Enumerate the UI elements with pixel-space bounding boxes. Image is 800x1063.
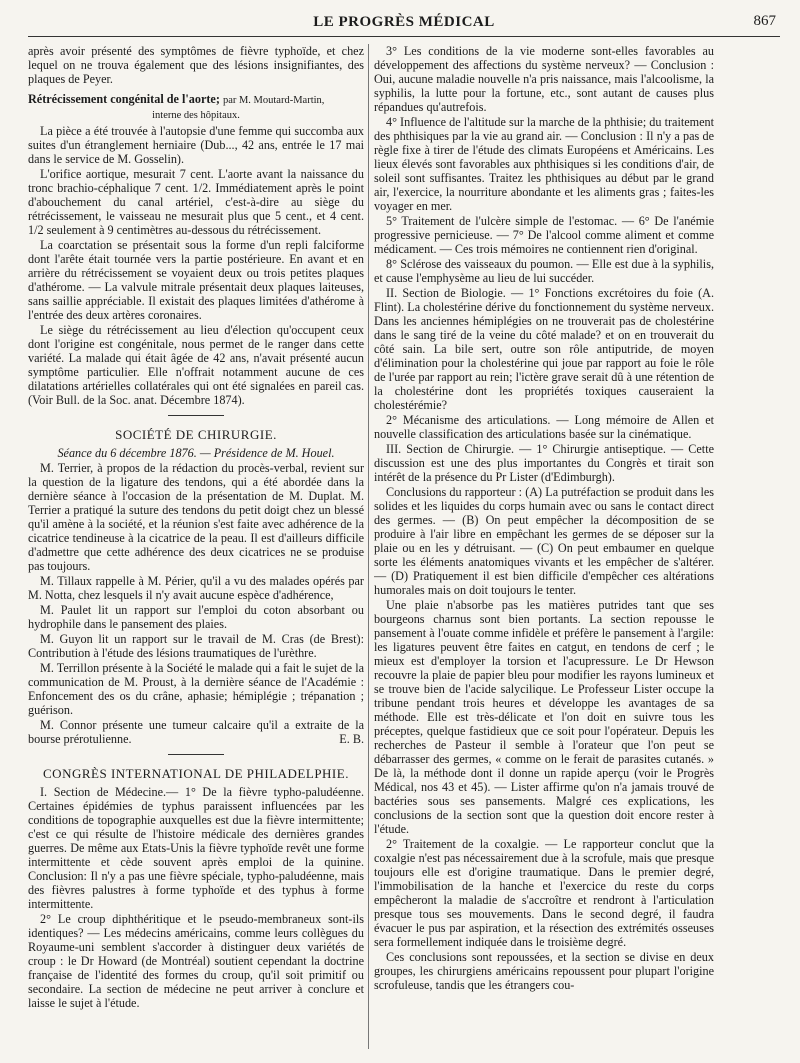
section-rule [168,415,224,416]
right-column [374,44,714,1054]
paragraph: Ces conclusions sont repoussées, et la section se divise en deux groupes, les chirurgiens américains repoussent pour plupart l'origine scrofuleuse, tandis que les étrangers cou- [374,950,714,992]
paragraph: 3° Les conditions de la vie moderne sont-elles favorables au développement des affections du système nerveux? — Conclusion : Oui, aucune maladie nouvelle n'a pris naissance, mais l'alcoolisme, la syphilis, la lutte pour la fortune, etc., sont autant de causes plus répandues qu'autrefois. [374,44,714,114]
paragraph: L'orifice aortique, mesurait 7 cent. L'aorte avant la naissance du tronc brachio-céphalique 7 cent. 1/2. Immédiatement après le point d'abouchement du canal artériel, c'est-à-dire au siège du rétrécissement, le vaisseau ne mesurait plus que 5 cent., et 4 cent. 1/2 seulement à 9 centimètres au-dessous du rétrécissement. [28,167,364,237]
left-column [28,44,364,1054]
paragraph: II. Section de Biologie. — 1° Fonctions excrétoires du foie (A. Flint). La cholestérine dérive du fonctionnement du système nerveux. Dans les anciennes hémiplégies on ne trouverait pas de cholestérine dans le sang tiré de la veine du côté malade? et on en trouverait du côté sain. La bile sert, outre son rôle antiputride, de moyen d'élimination pour la cholestérine qui joue par rapport au foie le rôle de l'urée par rapport au rein; l'ictère grave serait dû à une rétention de la cholestérine dont les propriétés toxiques causeraient la cholestérémie? [374,286,714,412]
paragraph: Conclusions du rapporteur : (A) La putréfaction se produit dans les solides et les liquides du corps humain avec ou sans le contact direct des germes. — (B) On peut empêcher la décomposition de se produire à l'air libre en empêchant les germes de se déposer sur la plaie ou en les y détruisant. — (C) On peut embaumer en quelque sorte les éléments anatomiques vivants et les empêcher de s'altérer. — (D) Pratiquement il est bien difficile d'empêcher ces altérations humorales mais on doit toujours le tenter. [374,485,714,597]
section-rule [168,754,224,755]
section-title-chirurgie: SOCIÉTÉ DE CHIRURGIE. [115,427,277,442]
article-author: par M. Moutard-Martin, [222,95,325,106]
article-title: Rétrécissement congénital de l'aorte; [28,92,220,106]
article-author-role: interne des hôpitaux. [152,110,240,121]
paragraph: Une plaie n'absorbe pas les matières putrides tant que ses bourgeons charnus sont bien portants. La section repousse le pansement à l'ouate comme infidèle et préfère le pansement à l'argile: les ligatures peuvent être faites en catgut, en tendons de cerf ; le mieux est d'employer la torsion et l'acupressure. Le Dr Hewson recouvre la plaie de papier bleu pour modifier les rayons lumineux et se trouve bien de l'acide salycilique. Le Professeur Lister occupe la tribune pendant trois heures et développe les avantages de sa méthode. Elle est très-délicate et l'on doit en suivre tous les préceptes, quelque fastidieux que ce soit pour l'opérateur. Depuis les recherches de Pasteur il semble à l'orateur que l'on peut se débarrasser des germes, « comme on le ferait de parasites cutanés. » De là, la méthode dont il donne un rapide aperçu (voir le Progrès Médical, nos 43 et 45). — Lister affirme qu'on n'a jamais trouvé de bactéries sous ses pansements. Malgré ces explications, les conclusions de la section sont que la question doit encore rester à l'étude. [374,598,714,836]
section-title-philadelphie: CONGRÈS INTERNATIONAL DE PHILADELPHIE. [43,766,349,781]
paragraph: M. Terrier, à propos de la rédaction du procès-verbal, revient sur la question de la ligature des tendons, qui a été abordée dans la dernière séance à l'occasion de la présentation de M. Duplat. M. Terrier a pratiqué la suture des tendons du petit doigt chez un blessé qu'il amène à la société, et la réunion s'est faite avec adhérence de la cicatrice tendineuse à la cicatrice de la peau. Il est d'ailleurs difficile d'admettre que cette adhérence des deux cicatrices ne se produise pas toujours. [28,461,364,573]
session-line: Séance du 6 décembre 1876. — Présidence de M. Houel. [57,446,335,460]
paragraph: M. Terrillon présente à la Société le malade qui a fait le sujet de la communication de M. Proust, à la dernière séance de l'Académie : Enfoncement des os du crâne, aphasie; hémiplégie ; trépanation ; guérison. [28,661,364,717]
paragraph: M. Paulet lit un rapport sur l'emploi du coton absorbant ou hydrophile dans le pansement des plaies. [28,603,364,631]
paragraph-text: M. Connor présente une tumeur calcaire qu'il a extraite de la bourse prérotulienne. [28,718,364,746]
paragraph: 2° Traitement de la coxalgie. — Le rapporteur conclut que la coxalgie n'est pas nécessairement due à la scrofule, mais que presque toujours elle est d'origine traumatique. Dans le premier degré, l'immobilisation de la hanche et l'exercice du reste du corps empêcheront la maladie de s'accroître et rendront à l'articulation presque tous ses mouvements. Dans le second degré, il faudra évacuer le pus par aspiration, et la résection des extrémités osseuses sera formellement indiquée dans le troisième degré. [374,837,714,949]
signature-initials: E. B. [339,732,364,746]
page-number: 867 [753,13,776,29]
paragraph: I. Section de Médecine.— 1° De la fièvre typho-paludéenne. Certaines épidémies de typhus paraissent influencées par les conditions de topographie auxquelles est due la fièvre intermittente; c'est ce qui résulte de l'histoire médicale des dernières grandes guerres. De même aux Etats-Unis la fièvre typhoïde revêt une forme intermittente et cède souvent après emploi de la quinine. Conclusion: Il n'y a pas une fièvre spéciale, typho-paludéenne, mais des fièvres palustres à forme typhoïde et des typhus à forme intermittente. [28,785,364,911]
paragraph [28,718,364,746]
paragraph: M. Guyon lit un rapport sur le travail de M. Cras (de Brest): Contribution à l'étude des lésions traumatiques de l'urèthre. [28,632,364,660]
column-divider [368,44,369,1049]
paragraph: 2° Le croup diphthéritique et le pseudo-membraneux sont-ils identiques? — Les médecins américains, comme leurs collègues du Royaume-uni semblent s'accorder à distinguer deux variétés de croup : le Dr Howard (de Montréal) soutient cependant la doctrine française de l'identité des formes du croup, qu'il soit primitif ou secondaire. La section de médecine ne peut arriver à conclure et laisse le sujet à l'étude. [28,912,364,1010]
paragraph: 4° Influence de l'altitude sur la marche de la phthisie; du traitement des phthisiques par la vie au grand air. — Conclusion : Il n'y a pas de règle fixe à tirer de l'étude des climats Européens et Américains. Les lieux élevés sont favorables aux phthisiques si les conditions d'air, de soleil sont suffisantes. Traitez les phthisiques au début par le grand air, l'exercice, la nourriture abondante et les aliments gras ; faites-les voyager en mer. [374,115,714,213]
paragraph: 8° Sclérose des vaisseaux du poumon. — Elle est due à la syphilis, et cause l'emphysème au lieu de lui succéder. [374,257,714,285]
running-header [28,10,780,37]
journal-title: LE PROGRÈS MÉDICAL [313,14,495,30]
paragraph: après avoir présenté des symptômes de fièvre typhoïde, et chez lequel on ne trouva également que des lésions insignifiantes, des plaques de Peyer. [28,44,364,86]
paragraph: III. Section de Chirurgie. — 1° Chirurgie antiseptique. — Cette discussion est une des plus importantes du Congrès et tirait son intérêt de la présence du Pr Lister (d'Edimburgh). [374,442,714,484]
paragraph: Le siège du rétrécissement au lieu d'élection qu'occupent ceux dont l'origine est congénitale, nous permet de le ranger dans cette variété. La malade qui était âgée de 42 ans, n'avait présenté aucun symptôme particulier. Elle n'offrait notamment aucune de ces dilatations artérielles collatérales qui ont été signalées en pareil cas. (Voir Bull. de la Soc. anat. Décembre 1874). [28,323,364,407]
paragraph: 2° Mécanisme des articulations. — Long mémoire de Allen et nouvelle classification des articulations basée sur la cinématique. [374,413,714,441]
paragraph: M. Tillaux rappelle à M. Périer, qu'il a vu des malades opérés par M. Notta, chez lesquels il n'y avait aucune espèce d'adhérence, [28,574,364,602]
paragraph: 5° Traitement de l'ulcère simple de l'estomac. — 6° De l'anémie progressive pernicieuse. — 7° De l'alcool comme aliment et comme médicament. — Ces trois mémoires ne contiennent rien d'original. [374,214,714,256]
paragraph: La pièce a été trouvée à l'autopsie d'une femme qui succomba aux suites d'un étranglement herniaire (Dub..., 42 ans, entrée le 17 mai dans le service de M. Gosselin). [28,124,364,166]
article-heading [28,92,364,108]
paragraph: La coarctation se présentait sous la forme d'un repli falciforme dont l'arête était tournée vers la partie postérieure. En avant et en arrière du rétrécissement se voyaient deux ou trois petites plaques d'athérome. — La valvule mitrale présentait deux plaques laiteuses, sans saillie appréciable. Il existait des plaques limitées d'athérome à l'entrée des deux artères coronaires. [28,238,364,322]
